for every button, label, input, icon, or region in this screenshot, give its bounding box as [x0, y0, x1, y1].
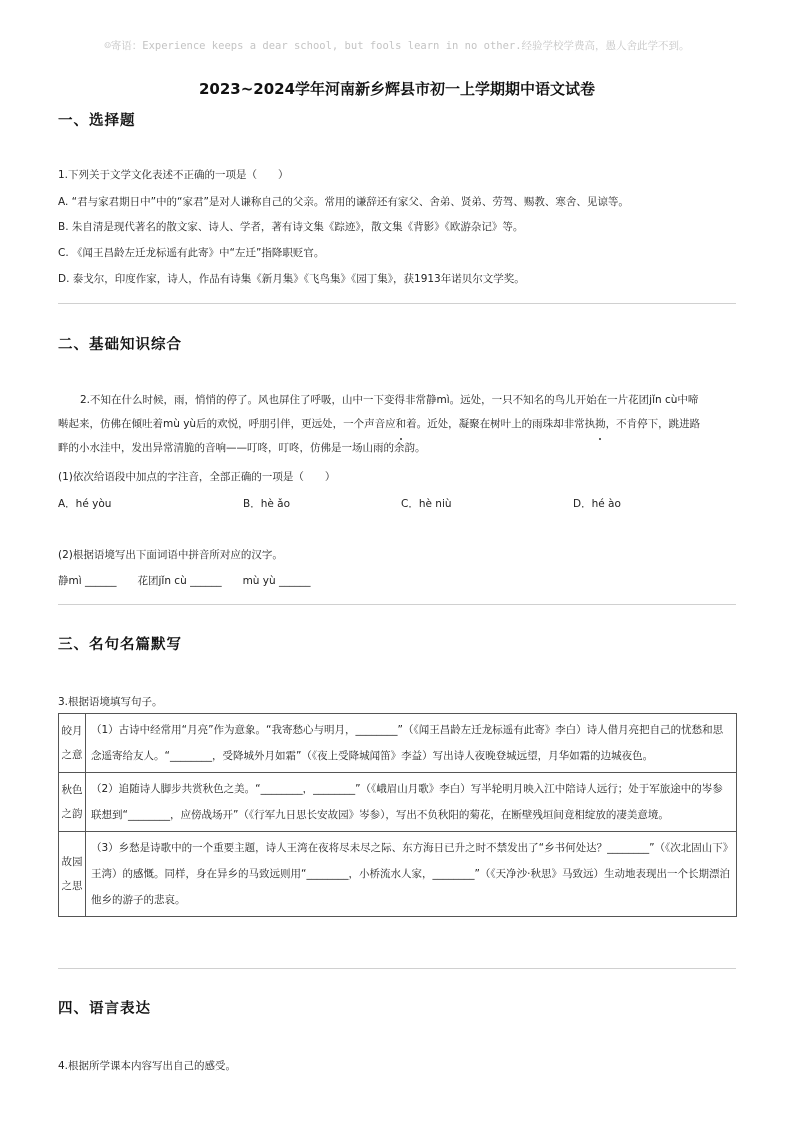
divider [58, 604, 736, 605]
q4-stem: 4.根据所学课本内容写出自己的感受。 [58, 1060, 237, 1072]
q2-fill-blanks: 静mì ______ 花团jǐn cù ______ mù yù ______ [58, 575, 311, 587]
table-row [59, 714, 737, 773]
row-label: 秋色之韵 [59, 773, 86, 832]
dotted-char-niu: 拗 [595, 412, 606, 436]
dotted-char-he: 和 [396, 412, 407, 436]
table-row [59, 773, 737, 832]
section-heading-recitation: 三、名句名篇默写 [58, 636, 182, 653]
q2-passage-line1: 2.不知在什么时候，雨，悄悄的停了。风也屏住了呼吸，山中一下变得非常静mì。远处，一只不知名的鸟儿开始在一片花团jǐn cù中啼 [80, 394, 699, 406]
q2-sub2-stem: (2)根据语境写出下面词语中拼音所对应的汉字。 [58, 549, 283, 561]
divider [58, 303, 736, 304]
q2-option-b: B．hè ǎo [243, 498, 291, 510]
row-text: （2）追随诗人脚步共赏秋色之美。“________，________”（《峨眉山月歌》李白）写半轮明月映入江中陪诗人远行；处于军旅途中的岑参联想到“________，应傍战场开”（《行军九日思长安故园》岑参），写出不负秋阳的菊花，在断壁残垣间竟相绽放的凄美意境。 [86, 773, 737, 832]
q1-option-d: D. 泰戈尔，印度作家，诗人，作品有诗集《新月集》《飞鸟集》《园丁集》，获1913年诺贝尔文学奖。 [58, 273, 525, 285]
q2-passage-line2a: 啭起来，仿佛在倾吐着mù yù后的欢悦，呼朋引伴，更远处，一个声音应 [58, 418, 396, 430]
row-label: 皎月之意 [59, 714, 86, 773]
q2-sub1-stem: (1)依次给语段中加点的字注音，全部正确的一项是（ ） [58, 471, 336, 483]
q1-option-b: B. 朱自清是现代著名的散文家、诗人、学者，著有诗文集《踪迹》，散文集《背影》《欧游杂记》等。 [58, 221, 524, 233]
q2-passage-line3: 畔的小水洼中，发出异常清脆的音响——叮咚，叮咚，仿佛是一场山雨的余韵。 [58, 442, 426, 454]
table-row [59, 832, 737, 917]
q3-stem: 3.根据语境填写句子。 [58, 696, 163, 708]
row-text: （3）乡愁是诗歌中的一个重要主题，诗人王湾在夜将尽未尽之际、东方海日已升之时不禁发出了“乡书何处达？________”（《次北固山下》王湾）的感慨。同样，身在异乡的马致远则用“________，小桥流水人家，________”（《天净沙·秋思》马致远）生动地表现出一个长期漂泊他乡的游子的悲哀。 [86, 832, 737, 917]
divider [58, 968, 736, 969]
row-label: 故园之思 [59, 832, 86, 917]
row-text: （1）古诗中经常用“月亮”作为意象。“我寄愁心与明月，________”（《闻王昌龄左迁龙标遥有此寄》李白）诗人借月亮把自己的忧愁和思念遥寄给友人。“________，受降城外月如霜”（《夜上受降城闻笛》李益）写出诗人夜晚登城远望，月华如霜的边城夜色。 [86, 714, 737, 773]
q1-option-a: A. “君与家君期日中”中的“家君”是对人谦称自己的父亲。常用的谦辞还有家父、舍弟、贤弟、劳驾、赐教、寒舍、见谅等。 [58, 196, 629, 208]
poem-fill-table [58, 713, 737, 917]
q2-option-c: C．hè niù [401, 498, 452, 510]
q2-passage [58, 388, 738, 460]
q2-option-a: A．hé yòu [58, 498, 112, 510]
q1-stem: 1.下列关于文学文化表述不正确的一项是（ ） [58, 169, 289, 181]
section-heading-choice: 一、选择题 [58, 112, 136, 129]
watermark: ☺寄语：Experience keeps a dear school, but fools learn in no other.经验学校学费高，愚人舍此学不到。 [104, 40, 690, 52]
q2-option-d: D．hé ào [573, 498, 621, 510]
q1-option-c: C. 《闻王昌龄左迁龙标遥有此寄》中“左迁”指降职贬官。 [58, 247, 325, 259]
page-title: 2023~2024学年河南新乡辉县市初一上学期期中语文试卷 [198, 80, 596, 98]
q2-passage-line2c: ，不肯停下，跳进路 [605, 418, 701, 430]
q2-passage-line2b: 着。近处，凝聚在树叶上的雨珠却非常执 [406, 418, 596, 430]
section-heading-basics: 二、基础知识综合 [58, 336, 182, 353]
section-heading-expression: 四、语言表达 [58, 1000, 151, 1017]
